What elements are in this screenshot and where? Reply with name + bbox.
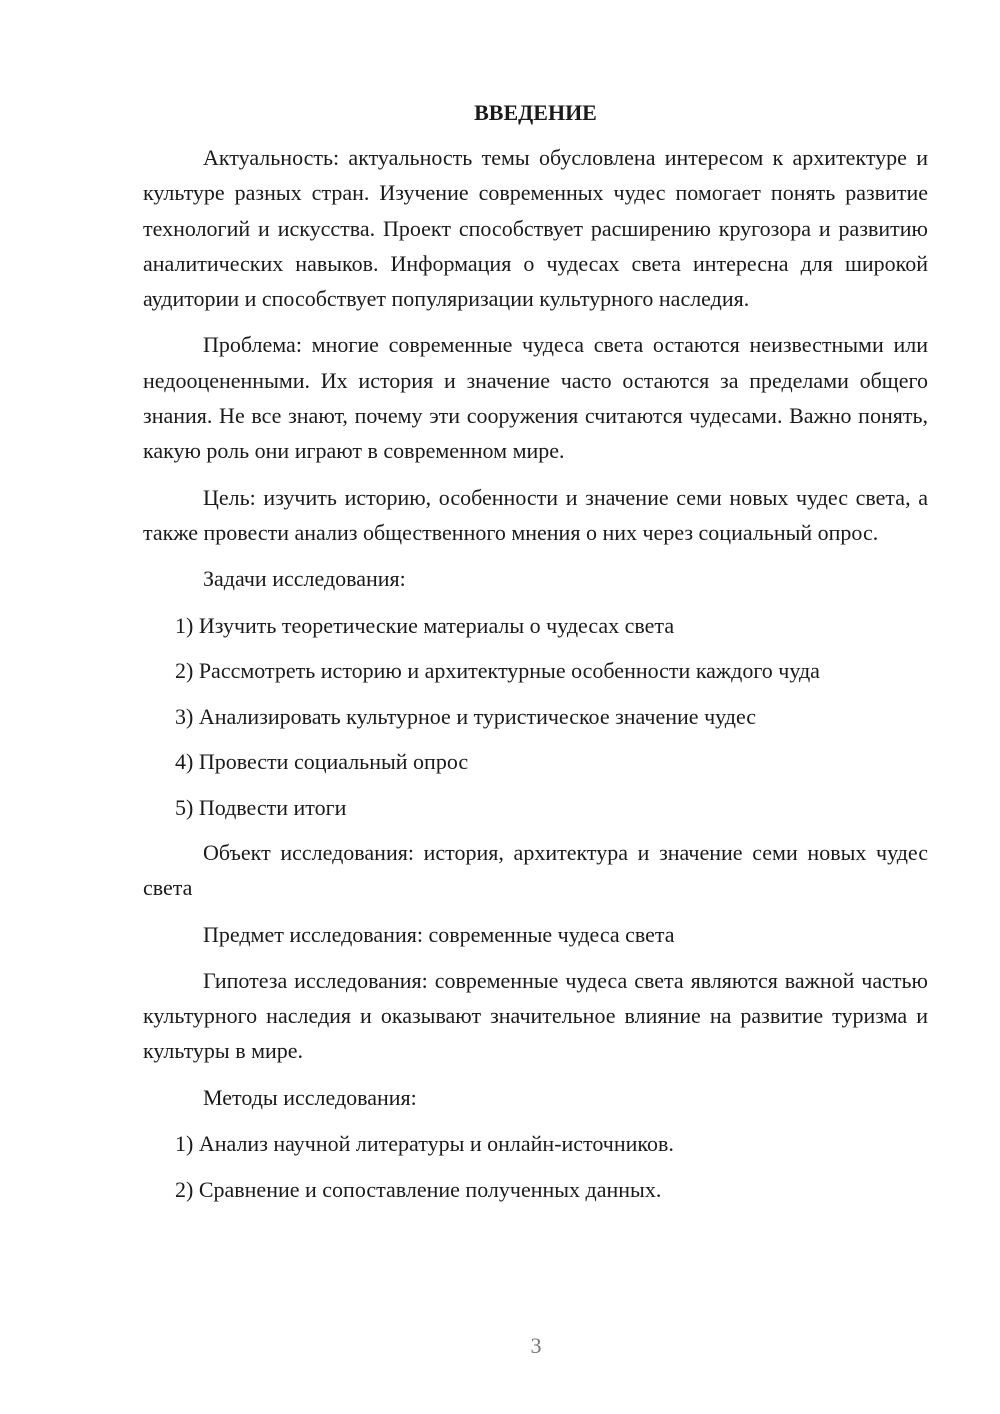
document-page	[143, 95, 928, 1217]
subject-paragraph: Предмет исследования: современные чудеса света	[203, 921, 675, 947]
list-item: 1) Изучить теоретические материалы о чудесах света	[175, 612, 675, 638]
list-item: 2) Сравнение и сопоставление полученных данных.	[175, 1176, 662, 1202]
object-paragraph: Объект исследования: история, архитектура и значение семи новых чудес света	[143, 839, 928, 901]
list-item: 3) Анализировать культурное и туристическое значение чудес	[175, 703, 757, 729]
tasks-list	[143, 608, 928, 825]
list-item: 5) Подвести итоги	[175, 794, 347, 820]
goal-paragraph: Цель: изучить историю, особенности и значение семи новых чудес света, а также провести анализ общественного мнения о них через социальный опрос.	[143, 484, 928, 545]
methods-label: Методы исследования:	[203, 1084, 417, 1110]
hypothesis-paragraph: Гипотеза исследования: современные чудеса света являются важной частью культурного наследия и оказывают значительное влияние на развитие туризма и культуры в мире.	[143, 967, 928, 1064]
relevance-paragraph: Актуальность: актуальность темы обусловлена интересом к архитектуре и культуре разных стран. Изучение современных чудес помогает понять развитие технологий и искусства. Проект способствует расширению кругозора и развитию аналитических навыков. Информация о чудесах света интересна для широкой аудитории и способствует популяризации культурного наследия.	[143, 145, 928, 312]
list-item: 4) Провести социальный опрос	[175, 749, 469, 775]
list-item: 2) Рассмотреть историю и архитектурные особенности каждого чуда	[175, 658, 820, 684]
problem-paragraph: Проблема: многие современные чудеса света остаются неизвестными или недооцененными. Их история и значение часто остаются за пределами общего знания. Не все знают, почему эти сооружения считаются чудесами. Важно понять, какую роль они играют в современном мире.	[143, 332, 928, 464]
methods-list	[143, 1126, 928, 1207]
tasks-label: Задачи исследования:	[203, 566, 406, 592]
section-heading: ВВЕДЕНИЕ	[474, 100, 597, 125]
list-item: 1) Анализ научной литературы и онлайн-источников.	[175, 1131, 674, 1157]
page-number: 3	[530, 1333, 542, 1358]
